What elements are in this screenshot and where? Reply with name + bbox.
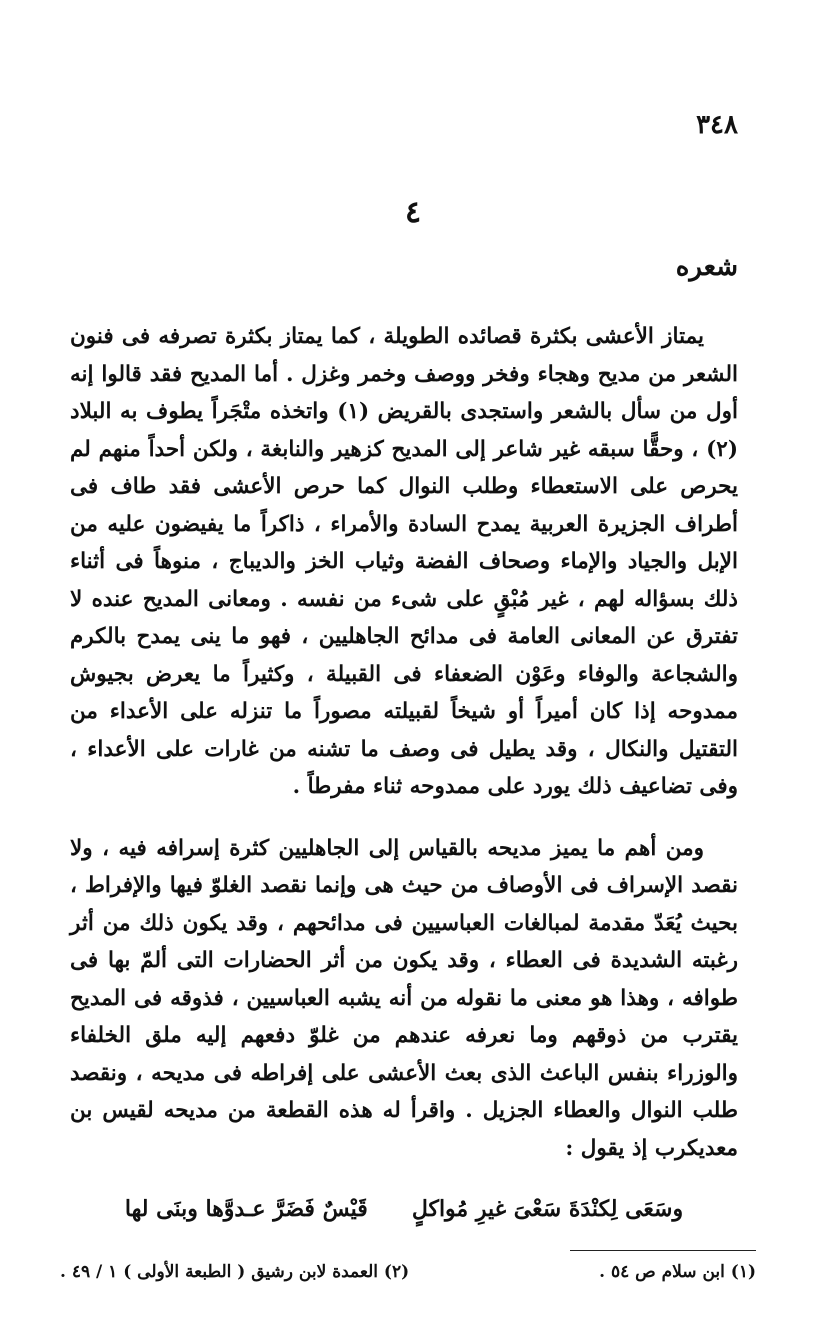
footnote-divider	[570, 1250, 756, 1251]
paragraph-2: ومن أهم ما يميز مديحه بالقياس إلى الجاهليين كثرة إسرافه فيه ، ولا نقصد الإسراف فى الأوصاف من حيث هى وإنما نقصد الغلوّ فيها والإفراط ، بحيث يُعَدّ مقدمة لمبالغات العباسيين فى مدائحهم ، وقد يكون ذلك من أثر رغبته الشديدة فى العطاء ، وقد يكون من أثر الحضارات التى ألمّ بها فى طوافه ، وهذا هو معنى ما نقوله من أنه يشبه العباسيين ، فذوقه فى المديح يقترب من ذوقهم وما نعرفه عندهم من غلوّ دفعهم إليه ملق الخلفاء والوزراء بنفس الباعث الذى بعث الأعشى على إفراطه فى مديحه ، ونقصد طلب النوال والعطاء الجزيل . واقرأ له هذه القطعة من مديحه لقيس بن معديكرب إذ يقول :	[70, 835, 738, 1161]
verse-second-hemistich: قَيْسٌ فَضَرَّ عـدوَّها وبنَى لها	[124, 1196, 368, 1222]
verse-first-hemistich: وسَعَى لِكنْدَةَ سَعْىَ غيرِ مُواكلٍ	[411, 1196, 684, 1222]
footnotes	[60, 1262, 756, 1282]
section-title: شعره	[675, 252, 738, 282]
paragraph-1: يمتاز الأعشى بكثرة قصائده الطويلة ، كما يمتاز بكثرة تصرفه فى فنون الشعر من مديح وهجاء وفخر ووصف وخمر وغزل . أما المديح فقد قالوا إنه أول من سأل بالشعر واستجدى بالقريض (١) واتخذه متْجَراً يطوف به البلاد (٢) ، وحقًّا سبقه غير شاعر إلى المديح كزهير والنابغة ، ولكن أحداً منهم لم يحرص على الاستعطاء وطلب النوال كما حرص الأعشى فقد طاف فى أطراف الجزيرة العربية يمدح السادة والأمراء ، ذاكراً ما يفيضون عليه من الإبل والجياد والإماء وصحاف الفضة وثياب الخز والديباج ، منوهاً فى أثناء ذلك بسؤاله لهم ، غير مُبْقٍ على شىء من نفسه . ومعانى المديح عنده لا تفترق عن المعانى العامة فى مدائح الجاهليين ، فهو ما ينى يمدح بالكرم والشجاعة والوفاء وعَوْن الضعفاء فى القبيلة ، وكثيراً ما يعرض بجيوش ممدوحه إذا كان أميراً أو شيخاً لقبيلته مصوراً ما تنزله على الأعداء من التقتيل والنكال ، وقد يطيل فى وصف ما تشنه من غارات على الأعداء ، وفى تضاعيف ذلك يورد على ممدوحه ثناء مفرطاً .	[70, 324, 738, 799]
chapter-number: ٤	[404, 195, 422, 230]
footnote-2: (٢) العمدة لابن رشيق ( الطبعة الأولى ) ١ / ٤٩ .	[60, 1262, 410, 1282]
page-number: ٣٤٨	[696, 110, 738, 140]
footnote-1: (١) ابن سلام ص ٥٤ .	[599, 1262, 756, 1282]
body-text	[70, 318, 738, 1229]
poem-verse	[70, 1191, 738, 1229]
